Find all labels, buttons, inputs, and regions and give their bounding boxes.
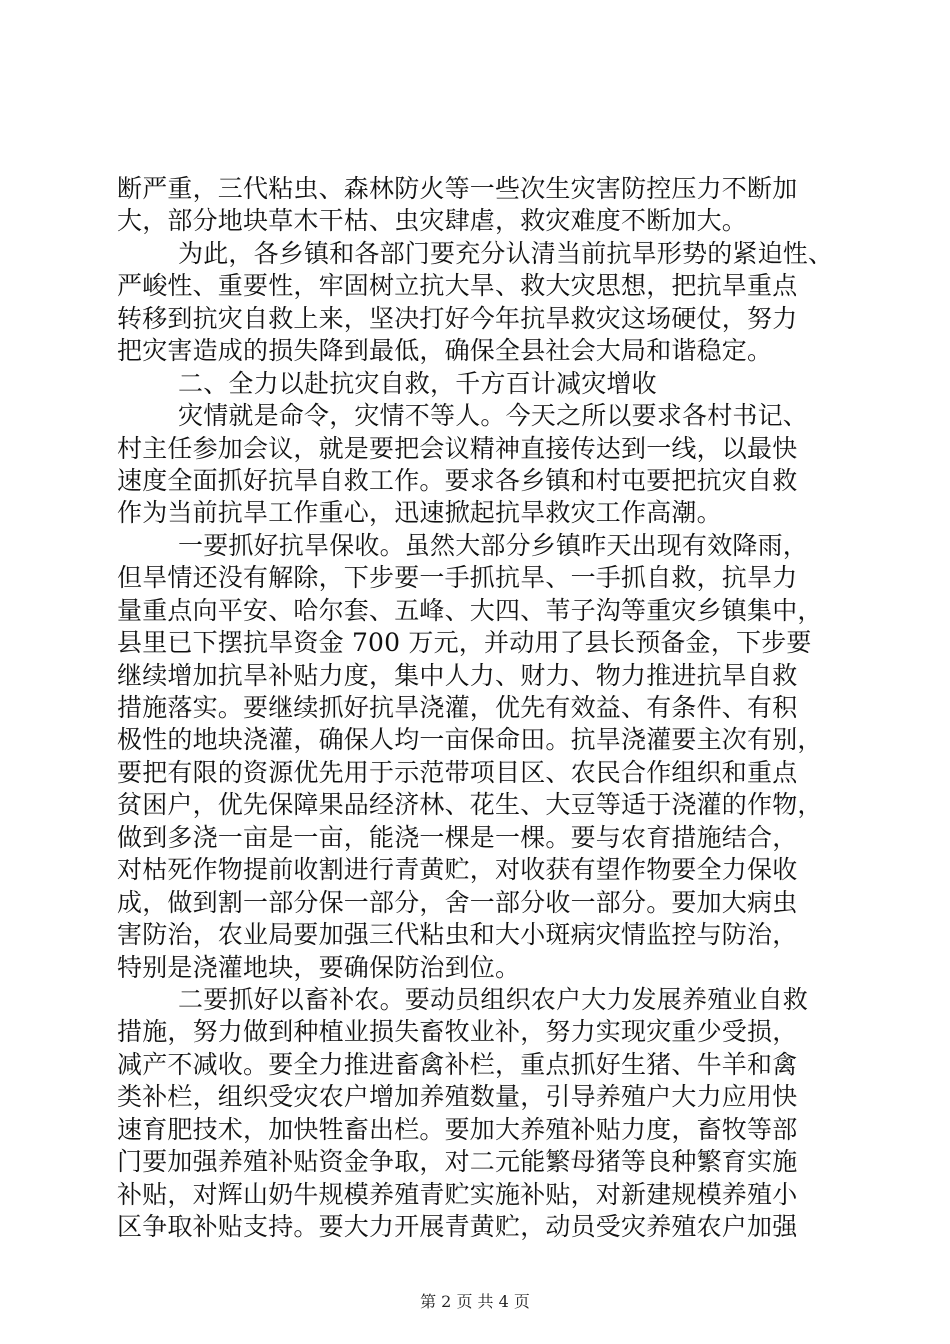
text-line: 灾情就是命令，灾情不等人。今天之所以要求各村书记、 — [178, 401, 809, 431]
text-line: 速育肥技术，加快牲畜出栏。要加大养殖补贴力度，畜牧等部 — [117, 1114, 798, 1144]
text-line: 门要加强养殖补贴资金争取，对二元能繁母猪等良种繁育实施 — [117, 1147, 798, 1177]
text-line: 害防治，农业局要加强三代粘虫和大小斑病灾情监控与防治， — [117, 920, 798, 950]
text-line: 一要抓好抗旱保收。虽然大部分乡镇昨天出现有效降雨， — [178, 530, 809, 560]
text-line: 但旱情还没有解除，下步要一手抓抗旱、一手抓自救，抗旱力 — [117, 563, 798, 593]
text-line: 继续增加抗旱补贴力度，集中人力、财力、物力推进抗旱自救 — [117, 660, 798, 690]
text-line: 断严重，三代粘虫、森林防火等一些次生灾害防控压力不断加 — [117, 174, 798, 203]
text-line: 把灾害造成的损失降到最低，确保全县社会大局和谐稳定。 — [117, 336, 773, 366]
text-line: 特别是浇灌地块，要确保防治到位。 — [117, 952, 521, 982]
text-line: 措施落实。要继续抓好抗旱浇灌，优先有效益、有条件、有积 — [117, 693, 798, 722]
text-line: 做到多浇一亩是一亩，能浇一棵是一棵。要与农育措施结合， — [117, 822, 798, 852]
text-line: 区争取补贴支持。要大力开展青黄贮，动员受灾养殖农户加强 — [117, 1212, 798, 1241]
text-line: 要把有限的资源优先用于示范带项目区、农民合作组织和重点 — [117, 757, 798, 787]
text-line: 二要抓好以畜补农。要动员组织农户大力发展养殖业自救 — [178, 984, 809, 1014]
text-line: 减产不减收。要全力推进畜禽补栏，重点抓好生猪、牛羊和禽 — [117, 1049, 798, 1079]
text-line: 作为当前抗旱工作重心，迅速掀起抗旱救灾工作高潮。 — [117, 498, 722, 528]
text-line: 成，做到割一部分保一部分，舍一部分收一部分。要加大病虫 — [117, 887, 798, 917]
text-line: 严峻性、重要性，牢固树立抗大旱、救大灾思想，把抗旱重点 — [117, 271, 798, 301]
text-line: 对枯死作物提前收割进行青黄贮，对收获有望作物要全力保收 — [117, 855, 798, 885]
text-line: 转移到抗灾自救上来，坚决打好今年抗旱救灾这场硬仗，努力 — [117, 303, 798, 333]
page-footer: 第 2 页 共 4 页 — [420, 1292, 530, 1311]
text-line: 极性的地块浇灌，确保人均一亩保命田。抗旱浇灌要主次有别， — [117, 725, 823, 755]
text-line: 村主任参加会议，就是要把会议精神直接传达到一线，以最快 — [117, 433, 798, 463]
text-line: 二、全力以赴抗灾自救，千方百计减灾增收 — [178, 368, 657, 398]
text-line: 速度全面抓好抗旱自救工作。要求各乡镇和村屯要把抗灾自救 — [117, 465, 798, 495]
text-line: 措施，努力做到种植业损失畜牧业补，努力实现灾重少受损， — [117, 1017, 798, 1047]
body-text — [117, 173, 839, 1243]
text-line: 类补栏，组织受灾农户增加养殖数量，引导养殖户大力应用快 — [117, 1082, 798, 1112]
text-line: 大，部分地块草木干枯、虫灾肆虐，救灾难度不断加大。 — [117, 206, 748, 236]
text-line: 为此，各乡镇和各部门要充分认清当前抗旱形势的紧迫性、 — [178, 238, 834, 268]
text-line: 县里已下摆抗旱资金 700 万元，并动用了县长预备金，下步要 — [117, 628, 812, 658]
text-line: 贫困户，优先保障果品经济林、花生、大豆等适于浇灌的作物， — [117, 790, 823, 820]
text-line: 补贴，对辉山奶牛规模养殖青贮实施补贴，对新建规模养殖小 — [117, 1179, 798, 1209]
text-line: 量重点向平安、哈尔套、五峰、大四、苇子沟等重灾乡镇集中， — [117, 595, 823, 625]
